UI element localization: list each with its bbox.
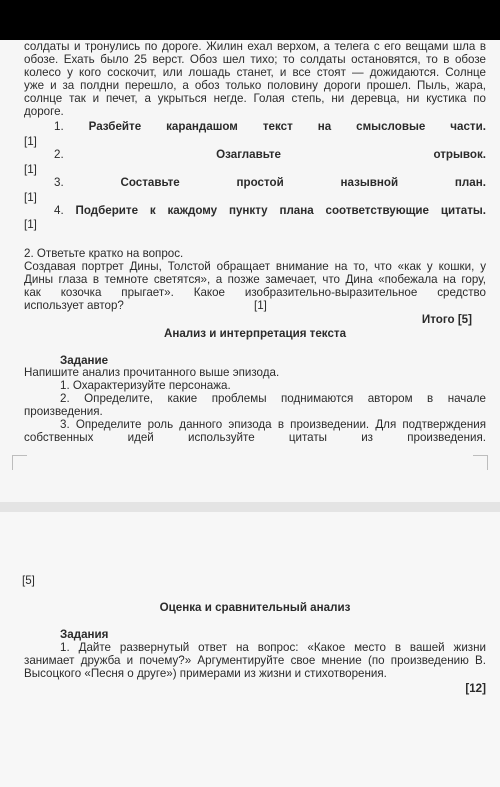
- assignment-intro: Напишите анализ прочитанного выше эпизода.: [24, 366, 280, 379]
- task-word: на: [317, 120, 332, 133]
- page-2: [0, 512, 500, 787]
- question-tail: использует автор?: [24, 299, 124, 312]
- story-line: солнце так и печет, а укрыться негде. Голая степь, ни деревца, ни кустика по: [24, 92, 486, 105]
- total-score: Итого [5]: [421, 313, 472, 326]
- story-line: обозе. Ехать было 25 верст. Обоз шел тихо; то солдаты остановятся, то в обозе: [24, 53, 486, 66]
- page-gap: [0, 502, 500, 512]
- assignment-title: Задание: [60, 354, 109, 367]
- story-line: солдаты и тронулись по дороге. Жилин ехал верхом, а телега с его вещами шла в: [24, 40, 486, 53]
- task-word: Подберите: [75, 204, 139, 217]
- page-corner-mark: [12, 455, 27, 470]
- task-word: Озаглавьте: [216, 148, 281, 161]
- task-word: назывной: [340, 176, 399, 189]
- assignment-item: произведения.: [24, 405, 103, 418]
- task-word: плана: [279, 204, 314, 217]
- task-mark: [1]: [24, 163, 37, 176]
- task-mark: [1]: [24, 218, 37, 231]
- task-word: части.: [450, 120, 486, 133]
- task-word: 4.: [54, 204, 64, 217]
- question-line: как козочка прыгает». Какое изобразительно-выразительное средство: [24, 286, 486, 299]
- question-heading: 2. Ответьте кратко на вопрос.: [24, 247, 184, 260]
- task-word: отрывок.: [433, 148, 486, 161]
- task-word: Разбейте: [88, 120, 142, 133]
- tasks-line: 1. Дайте развернутый ответ на вопрос: «Какое место в вашей жизни: [60, 641, 486, 654]
- story-line: колесо у кого соскочит, или лошадь станет, и все стоят — дожидаются. Солнце: [24, 66, 486, 79]
- task-word: пункту: [228, 204, 268, 217]
- task-word: цитаты.: [440, 204, 486, 217]
- task-word: каждому: [167, 204, 218, 217]
- tasks-title: Задания: [60, 628, 109, 641]
- task-word: к: [149, 204, 156, 217]
- question-line: [24, 299, 486, 312]
- tasks-line: Высоцкого «Песня о друге») примерами из жизни и стихотворения.: [24, 667, 387, 680]
- task-word: 3.: [54, 176, 64, 189]
- task-word: 1.: [54, 120, 64, 133]
- task-word: простой: [236, 176, 284, 189]
- story-line: дороге.: [24, 105, 64, 118]
- task-4: [24, 204, 486, 218]
- task-1: [24, 120, 486, 134]
- top-bar: [0, 0, 500, 40]
- question-mark: [1]: [254, 299, 267, 312]
- question-line: Создавая портрет Дины, Толстой обращает внимание на то, что «как у кошки, у: [24, 260, 486, 273]
- assignment-item: собственных идей используйте цитаты из произведения.: [24, 431, 486, 444]
- assignment-item: 1. Охарактеризуйте персонажа.: [60, 379, 231, 392]
- task-mark: [1]: [24, 191, 37, 204]
- task-word: карандашом: [166, 120, 238, 133]
- task-word: 2.: [54, 148, 64, 161]
- assignment-item: 3. Определите роль данного эпизода в произведении. Для подтверждения: [60, 418, 486, 431]
- section-title: Анализ и интерпретация текста: [163, 327, 347, 340]
- task-3: [24, 176, 486, 190]
- tasks-mark: [12]: [465, 682, 486, 695]
- score-mark: [5]: [22, 574, 35, 587]
- task-word: соответствующие: [325, 204, 429, 217]
- tasks-line: занимает дружба и почему?» Аргументируйте свое мнение (по произведению В.: [24, 654, 486, 667]
- section-title: Оценка и сравнительный анализ: [159, 601, 351, 614]
- task-word: смысловые: [356, 120, 426, 133]
- page-corner-mark: [473, 455, 488, 470]
- task-word: Составьте: [120, 176, 180, 189]
- page-1: [0, 40, 500, 502]
- task-word: план.: [454, 176, 486, 189]
- task-2: [24, 148, 486, 162]
- task-word: текст: [262, 120, 293, 133]
- question-line: Дины глаза в темноте светятся», а позже замечает, что Дина «побежала на гору,: [24, 273, 486, 286]
- assignment-item: 2. Определите, какие проблемы поднимаются автором в начале: [60, 392, 486, 405]
- story-line: уже и за полдни перешло, а обоз только половину дороги прошел. Пыль, жара,: [24, 79, 486, 92]
- task-mark: [1]: [24, 135, 37, 148]
